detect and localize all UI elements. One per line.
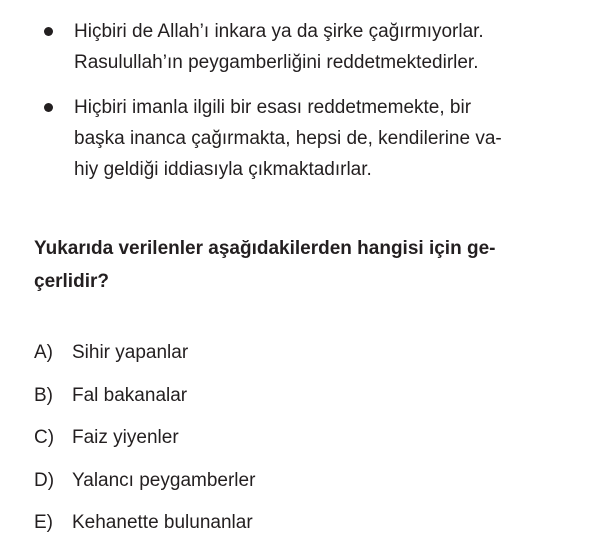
statement-item bbox=[44, 16, 584, 78]
option-text: Faiz yiyenler bbox=[72, 427, 179, 448]
statement-line: başka inanca çağırmakta, hepsi de, kendilerine va- bbox=[74, 128, 502, 149]
option-d[interactable] bbox=[34, 462, 255, 505]
option-c[interactable] bbox=[34, 419, 255, 462]
option-a[interactable] bbox=[34, 334, 255, 377]
option-b[interactable] bbox=[34, 377, 255, 420]
option-letter: B) bbox=[34, 384, 53, 406]
statement-list bbox=[44, 16, 584, 199]
statement-line: Hiçbiri imanla ilgili bir esası reddetmemekte, bir bbox=[74, 97, 472, 118]
option-letter: A) bbox=[34, 342, 53, 363]
bullet-icon bbox=[44, 103, 53, 112]
option-e[interactable] bbox=[34, 504, 255, 547]
option-text: Fal bakanalar bbox=[72, 384, 188, 406]
question-line: çerlidir? bbox=[34, 271, 109, 292]
question-line: Yukarıda verilenler aşağıdakilerden hangisi için ge- bbox=[34, 238, 496, 259]
option-letter: E) bbox=[34, 512, 53, 533]
statement-item bbox=[44, 92, 584, 185]
option-text: Kehanette bulunanlar bbox=[72, 512, 253, 533]
option-letter: C) bbox=[34, 427, 55, 448]
bullet-icon bbox=[44, 27, 53, 36]
question-stem bbox=[34, 232, 584, 298]
statement-line: hiy geldiği iddiasıyla çıkmaktadırlar. bbox=[74, 159, 372, 180]
option-text: Sihir yapanlar bbox=[72, 342, 189, 363]
statement-line: Hiçbiri de Allah’ı inkara ya da şirke çağırmıyorlar. bbox=[74, 21, 484, 42]
option-text: Yalancı peygamberler bbox=[72, 469, 256, 491]
statement-line: Rasulullah’ın peygamberliğini reddetmektedirler. bbox=[74, 52, 479, 73]
answer-options bbox=[34, 334, 255, 547]
option-letter: D) bbox=[34, 469, 55, 491]
